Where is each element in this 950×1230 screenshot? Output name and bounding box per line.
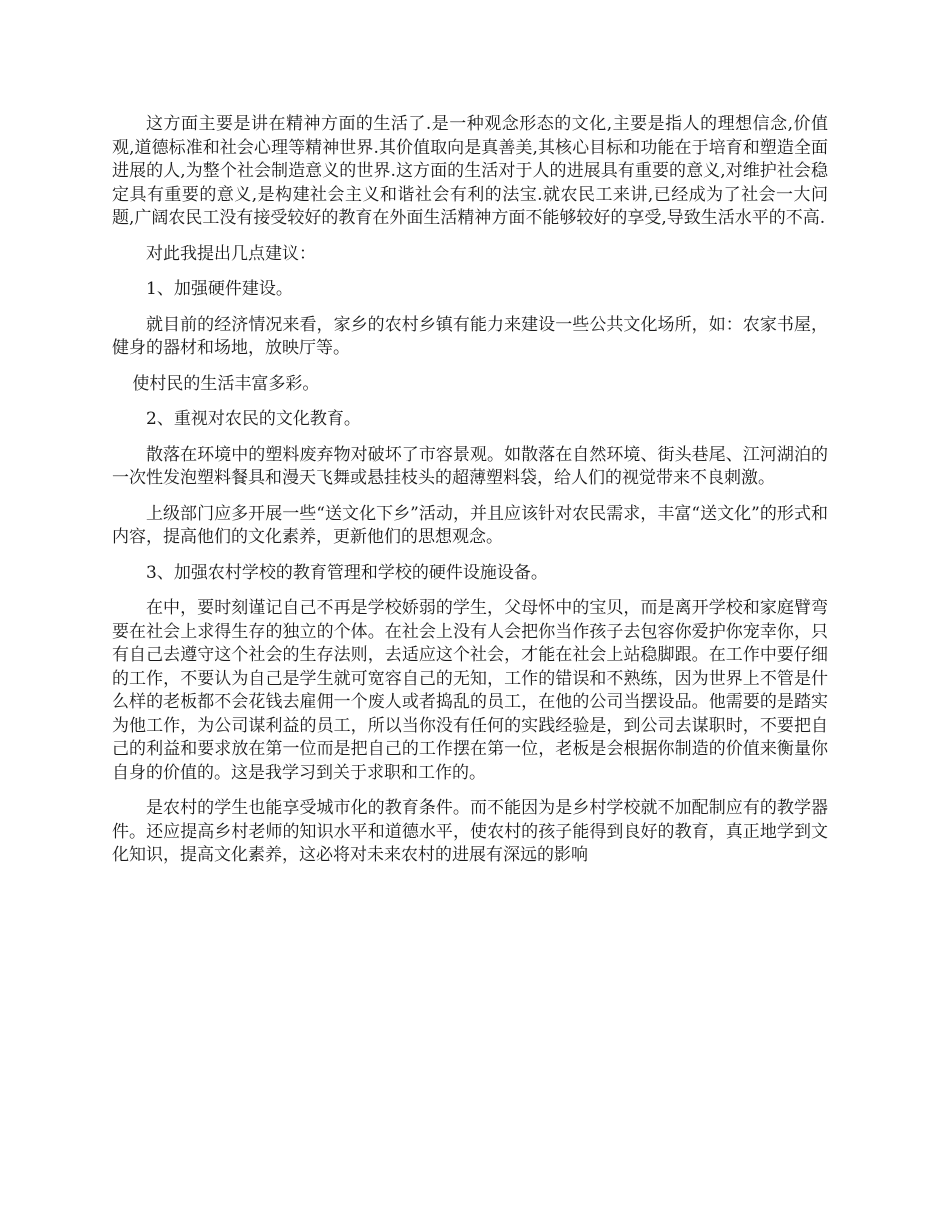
- heading-suggestion-3: 3、加强农村学校的教育管理和学校的硬件设施设备。: [146, 562, 548, 583]
- paragraph-rich-life: 使村民的生活丰富多彩。: [132, 373, 320, 394]
- document-body: [112, 113, 828, 880]
- heading-suggestion-2: 2、重视对农民的文化教育。: [146, 409, 361, 429]
- paragraph-economic-situation: 就目前的经济情况来看，家乡的农村乡镇有能力来建设一些公共文化场所，如：农家书屋，健身的器材和场地，放映厅等。: [112, 314, 828, 358]
- paragraph-plastic-waste: 散落在环境中的塑料废弃物对破坏了市容景观。如散落在自然环境、街头巷尾、江河湖泊的一次性发泡塑料餐具和漫天飞舞或悬挂枝头的超薄塑料袋，给人们的视觉带来不良刺激。: [112, 444, 828, 488]
- paragraph-culture-to-countryside: 上级部门应多开展一些“送文化下乡”活动，并且应该针对农民需求，丰富“送文化”的形式和内容，提高他们的文化素养，更新他们的思想观念。: [112, 503, 828, 547]
- paragraph-suggestions-intro: 对此我提出几点建议：: [146, 243, 316, 264]
- paragraph-spiritual-life: 这方面主要是讲在精神方面的生活了.是一种观念形态的文化,主要是指人的理想信念,价值观,道德标准和社会心理等精神世界.其价值取向是真善美,其核心目标和功能在于培育和塑造全面进展的人,为整个社会制造意义的世界.这方面的生活对于人的进展具有重要的意义,对维护社会稳定具有重要的意义,是构建社会主义和谐社会有利的法宝.就农民工来讲,已经成为了社会一大问题,广阔农民工没有接受较好的教育在外面生活精神方面不能够较好的享受,导致生活水平的不高.: [112, 114, 828, 228]
- heading-suggestion-1: 1、加强硬件建设。: [146, 279, 293, 299]
- paragraph-rural-education: 是农村的学生也能享受城市化的教育条件。而不能因为是乡村学校就不加配制应有的教学器件。还应提高乡村老师的知识水平和道德水平，使农村的孩子能得到良好的教育，真正地学到文化知识，提高文化素养，这必将对未来农村的进展有深远的影响: [112, 798, 828, 865]
- paragraph-work-experience: 在中，要时刻谨记自己不再是学校娇弱的学生，父母怀中的宝贝，而是离开学校和家庭臂弯要在社会上求得生存的独立的个体。在社会上没有人会把你当作孩子去包容你爱护你宠幸你，只有自己去遵守这个社会的生存法则，去适应这个社会，才能在社会上站稳脚跟。在工作中要仔细的工作，不要认为自己是学生就可宽容自己的无知，工作的错误和不熟练，因为世界上不管是什么样的老板都不会花钱去雇佣一个废人或者捣乱的员工，在他的公司当摆设品。他需要的是踏实为他工作，为公司谋利益的员工，所以当你没有任何的实践经验是，到公司去谋职时，不要把自己的利益和要求放在第一位而是把自己的工作摆在第一位，老板是会根据你制造的价值来衡量你自身的价值的。这是我学习到关于求职和工作的。: [112, 598, 828, 783]
